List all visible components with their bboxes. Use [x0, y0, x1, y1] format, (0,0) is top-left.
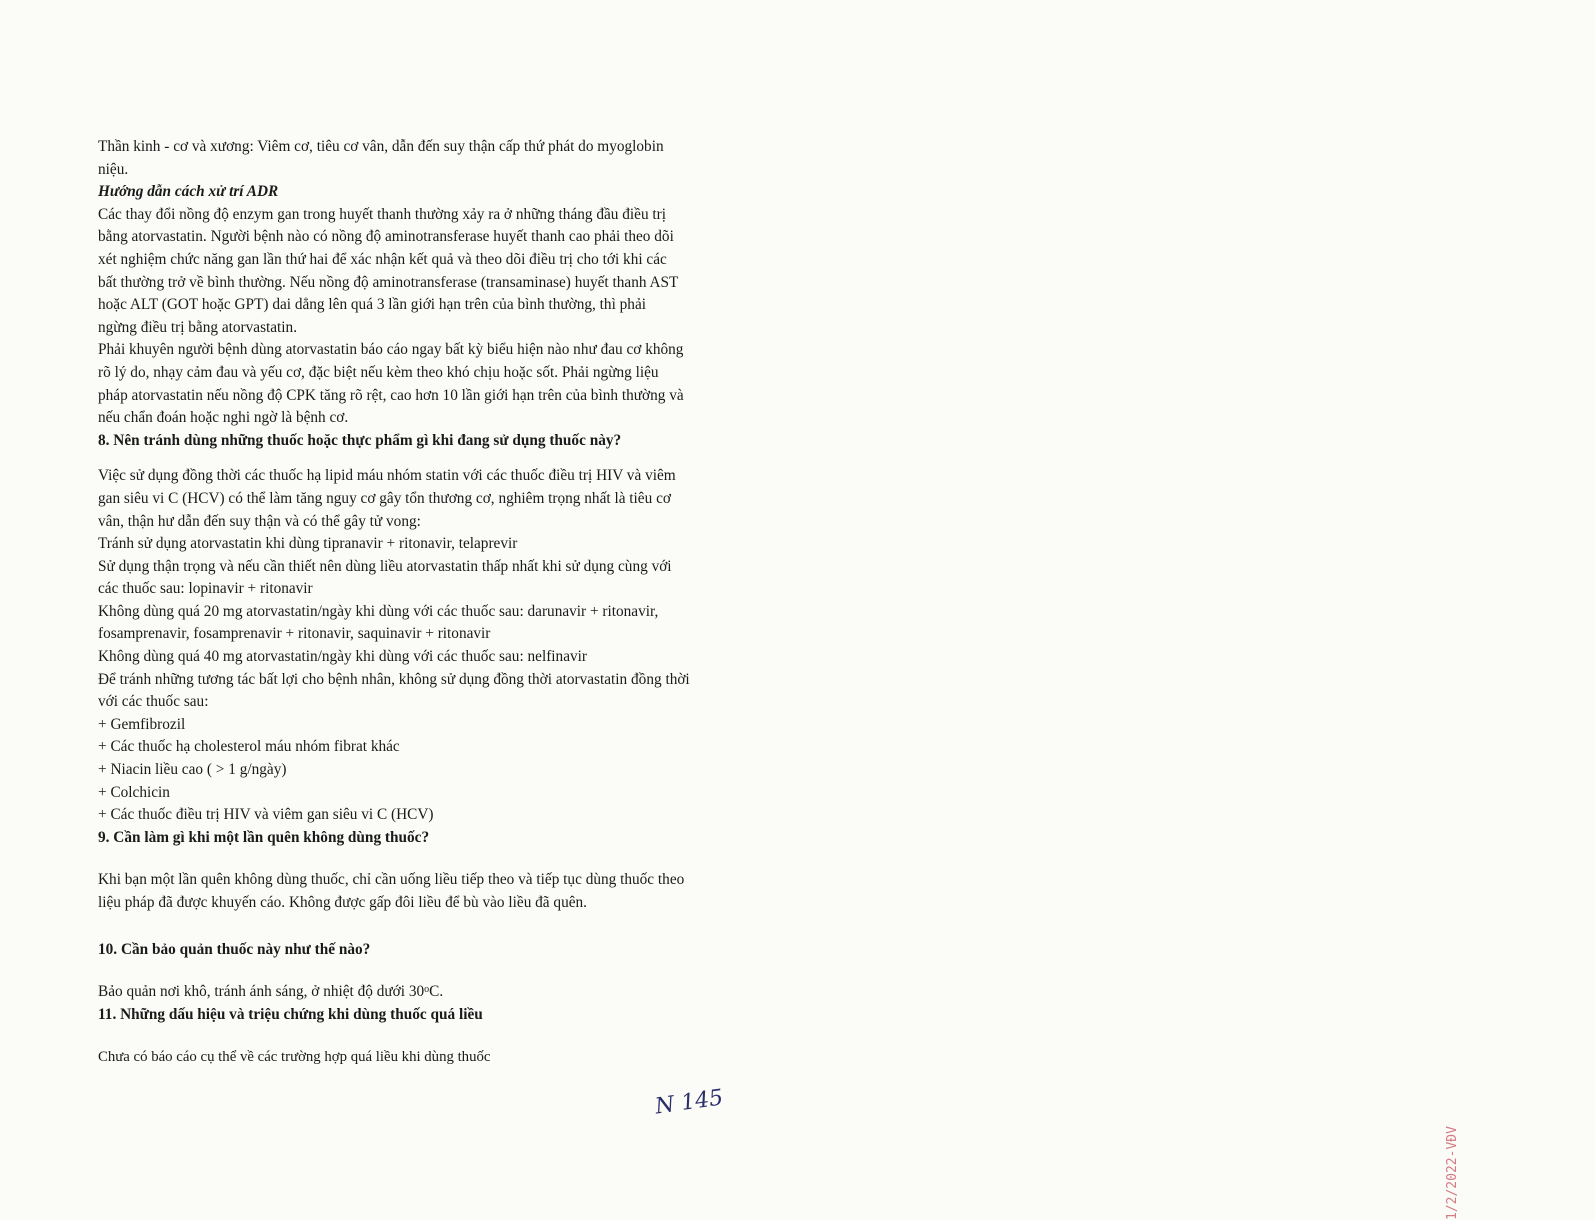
section-11-body: Chưa có báo cáo cụ thể về các trường hợp quá liều khi dùng thuốc	[98, 1049, 491, 1066]
text-line: rõ lý do, nhạy cảm đau và yếu cơ, đặc biệt nếu kèm theo khó chịu hoặc sốt. Phải ngừng liệu	[98, 363, 659, 381]
text-line: Thần kinh - cơ và xương: Viêm cơ, tiêu cơ vân, dẫn đến suy thận cấp thứ phát do myoglobin	[98, 138, 664, 155]
text-line: Tránh sử dụng atorvastatin khi dùng tipranavir + ritonavir, telaprevir	[98, 535, 518, 553]
list-item: + Niacin liều cao ( > 1 g/ngày)	[98, 761, 287, 779]
text-line: Phải khuyên người bệnh dùng atorvastatin báo cáo ngay bất kỳ biểu hiện nào như đau cơ không	[98, 341, 684, 359]
text-line: bằng atorvastatin. Người bệnh nào có nồng độ aminotransferase huyết thanh cao phải theo dõi	[98, 228, 674, 246]
text-line: Không dùng quá 20 mg atorvastatin/ngày khi dùng với các thuốc sau: darunavir + ritonavir,	[98, 602, 659, 620]
text-line: các thuốc sau: lopinavir + ritonavir	[98, 580, 313, 598]
section-9-heading: 9. Cần làm gì khi một lần quên không dùng thuốc?	[98, 828, 430, 846]
text-line: niệu.	[98, 160, 129, 178]
section-8-heading: 8. Nên tránh dùng những thuốc hoặc thực phẩm gì khi đang sử dụng thuốc này?	[98, 431, 622, 449]
adr-heading: Hướng dẫn cách xử trí ADR	[98, 183, 279, 201]
text-line: gan siêu vi C (HCV) có thể làm tăng nguy cơ gây tổn thương cơ, nghiêm trọng nhất là tiêu cơ	[98, 489, 671, 507]
section-9-body	[98, 869, 712, 914]
text-line: Khi bạn một lần quên không dùng thuốc, chỉ cần uống liều tiếp theo và tiếp tục dùng thuốc theo	[98, 871, 685, 889]
red-stamp	[745, 560, 1460, 1220]
section-11-heading: 11. Những dấu hiệu và triệu chứng khi dùng thuốc quá liều	[98, 1005, 483, 1023]
storage-text: Bảo quản nơi khô, tránh ánh sáng, ở nhiệt độ dưới 30	[98, 983, 425, 1001]
adr-paragraph-2	[98, 339, 712, 429]
text-line: fosamprenavir, fosamprenavir + ritonavir, saquinavir + ritonavir	[98, 625, 491, 643]
text-line: Các thay đổi nồng độ enzym gan trong huyết thanh thường xảy ra ở những tháng đầu điều trị	[98, 205, 667, 223]
text-line: với các thuốc sau:	[98, 693, 209, 711]
storage-unit: C.	[429, 983, 444, 1001]
list-item: + Các thuốc hạ cholesterol máu nhóm fibrat khác	[98, 738, 400, 756]
list-item: + Các thuốc điều trị HIV và viêm gan siêu vi C (HCV)	[98, 806, 434, 824]
text-line: Để tránh những tương tác bất lợi cho bệnh nhân, không sử dụng đồng thời atorvastatin đồng thời	[98, 670, 690, 688]
list-item: + Gemfibrozil	[98, 715, 186, 733]
stamp-text: 1/2/2022-VĐV	[1445, 1126, 1460, 1220]
section-10-heading: 10. Cần bảo quản thuốc này như thế nào?	[98, 940, 371, 958]
text-line: pháp atorvastatin nếu nồng độ CPK tăng rõ rệt, cao hơn 10 lần giới hạn trên của bình thường và	[98, 386, 684, 404]
text-line: Không dùng quá 40 mg atorvastatin/ngày khi dùng với các thuốc sau: nelfinavir	[98, 648, 587, 666]
section-8-body	[98, 465, 712, 827]
section-10-body	[98, 981, 712, 1004]
text-line: Sử dụng thận trọng và nếu cần thiết nên dùng liều atorvastatin thấp nhất khi sử dụng cùng với	[98, 557, 672, 575]
text-line: xét nghiệm chức năng gan lần thứ hai để xác nhận kết quả và theo dõi điều trị cho tới khi các	[98, 250, 667, 268]
list-item: + Colchicin	[98, 783, 170, 801]
adr-paragraph-1	[98, 204, 712, 340]
text-line: hoặc ALT (GOT hoặc GPT) dai dẳng lên quá 3 lần giới hạn trên của bình thường, thì phải	[98, 296, 646, 314]
document-body	[98, 136, 712, 1069]
text-line: nếu chẩn đoán hoặc nghi ngờ là bệnh cơ.	[98, 409, 349, 427]
page-number: N 145	[653, 1085, 725, 1120]
text-line: liệu pháp đã được khuyến cáo. Không được gấp đôi liều để bù vào liều đã quên.	[98, 894, 587, 911]
text-line: Việc sử dụng đồng thời các thuốc hạ lipid máu nhóm statin với các thuốc điều trị HIV và viêm	[98, 467, 676, 485]
text-line: vân, thận hư dẫn đến suy thận và có thể gây tử vong:	[98, 512, 421, 530]
degree-sup: o	[424, 984, 430, 996]
text-line: ngừng điều trị bằng atorvastatin.	[98, 318, 298, 336]
text-line: bất thường trở về bình thường. Nếu nồng độ aminotransferase (transaminase) huyết thanh AST	[98, 273, 679, 291]
